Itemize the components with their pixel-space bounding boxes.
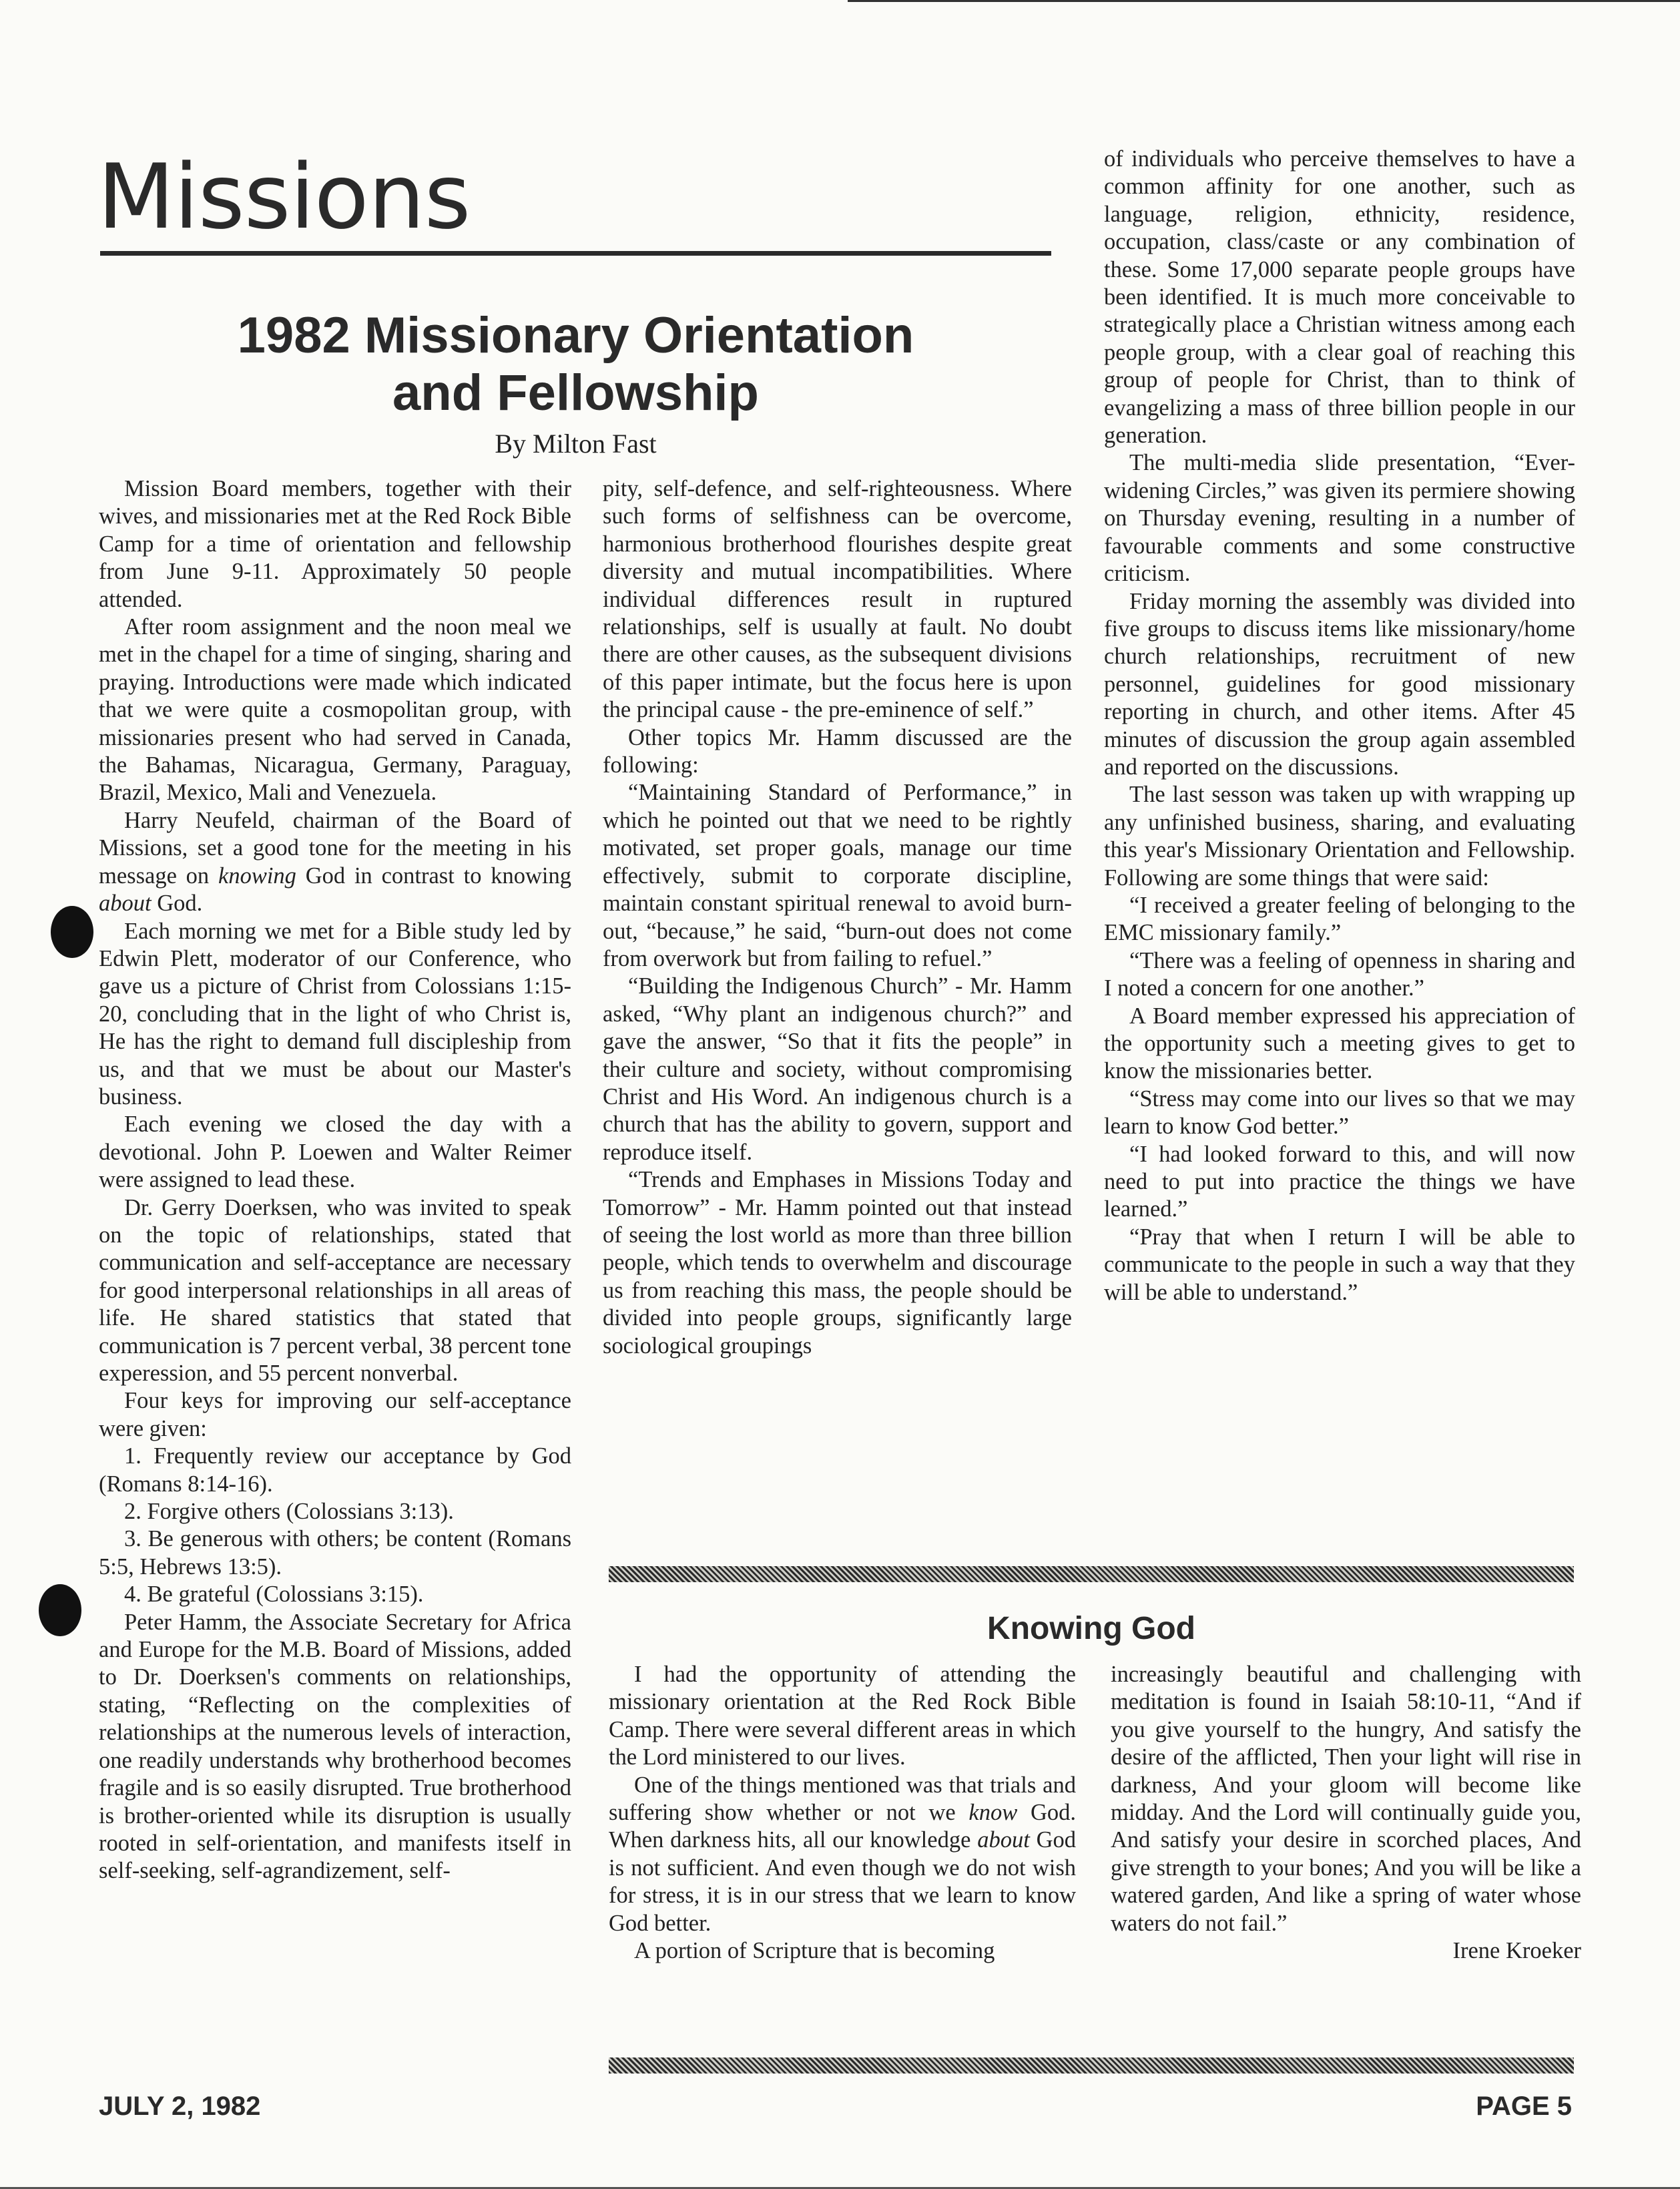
footer-page-number: PAGE 5 (1476, 2092, 1572, 2121)
author-signature: Irene Kroeker (1452, 1938, 1581, 1964)
sidebar-top-rule (609, 1566, 1574, 1582)
quote: “Stress may come into our lives so that we may learn to know God better.” (1104, 1085, 1575, 1140)
paragraph: increasingly beautiful and challenging with meditation is found in Isaiah 58:10-11, “And if you give yourself to the hungry, And satisfy the desire of the afflicted, Then your light will rise in darkness, And your gloom will become like midday. And the Lord will continually guide you, And satisfy your desire in scorched places, And give strength to your bones; And you will be like a watered garden, And like a spring of water whose waters do not fail.” (1111, 1662, 1581, 1936)
paragraph: I had the opportunity of attending the missionary orientation at the Red Rock Bible Camp. There were several different areas in which the Lord ministered to our lives. (609, 1662, 1076, 1770)
paragraph: Other topics Mr. Hamm discussed are the following: (603, 724, 1072, 778)
paragraph: Four keys for improving our self-acceptance were given: (99, 1388, 571, 1441)
emphasis: about (977, 1827, 1030, 1853)
byline: By Milton Fast (495, 429, 657, 459)
paragraph: Peter Hamm, the Associate Secretary for Africa and Europe for the M.B. Board of Missions, added to Dr. Doerksen's comments on relationships, stating, “Reflecting on the complexities of relationships at the numerous levels of interaction, one readily understands why brotherhood becomes fragile and is so easily disrupted. True brotherhood is brother-oriented while its disruption is usually rooted in self-orientation, and manifests itself in self-seeking, self-agrandizement, self- (99, 1609, 571, 1884)
paragraph: The multi-media slide presentation, “Ever-widening Circles,” was given its permiere showing on Thursday evening, resulting in a number of favourable comments and some constructive criticism. (1104, 450, 1575, 587)
list-item: 4. Be grateful (Colossians 3:15). (124, 1582, 424, 1608)
article-column-1 (99, 475, 571, 1885)
list-item: 1. Frequently review our acceptance by God (Romans 8:14-16). (99, 1443, 571, 1497)
sidebar-column-1 (609, 1661, 1076, 1965)
emphasis: knowing (218, 863, 296, 889)
paragraph: After room assignment and the noon meal we met in the chapel for a time of singing, sharing and praying. Introductions were made which indicated that we were quite a cosmopolitan group, with missionaries present who had served in Canada, the Bahamas, Nicaragua, Germany, Paraguay, Brazil, Mexico, Mali and Venezuela. (99, 614, 571, 806)
paragraph: Each evening we closed the day with a devotional. John P. Loewen and Walter Reimer were assigned to lead these. (99, 1112, 571, 1193)
list-item: 2. Forgive others (Colossians 3:13). (124, 1499, 454, 1525)
quote: “Pray that when I return I will be able to communicate to the people in such a way that they will be able to understand.” (1104, 1224, 1575, 1305)
section-title: Missions (97, 145, 471, 249)
paragraph: “Building the Indigenous Church” - Mr. Hamm asked, “Why plant an indigenous church?” and gave the answer, “So that it fits the people” in their culture and society, without compromising Christ and His Word. An indigenous church is a church that has the ability to govern, support and reproduce itself. (603, 973, 1072, 1165)
article-headline (100, 307, 1051, 422)
footer-date: JULY 2, 1982 (99, 2092, 261, 2121)
paragraph: Harry Neufeld, chairman of the Board of Missions, set a good tone for the meeting in his message on knowing God in contrast to knowing about God. (99, 807, 571, 917)
headline-line-2: and Fellowship (392, 364, 759, 421)
binder-hole (51, 906, 93, 958)
scan-edge-top (848, 0, 1680, 2)
paragraph: “Maintaining Standard of Performance,” in which he pointed out that we need to be rightly motivated, set proper goals, manage our time effectively, submit to corporate discipline, maintain constant spiritual renewal to avoid burn-out, “because,” he said, “burn-out does not come from overwork but from failing to refuel.” (603, 780, 1072, 971)
quote: “I had looked forward to this, and will now need to put into practice the things we have learned.” (1104, 1141, 1575, 1222)
article-column-2 (603, 475, 1072, 1360)
sidebar-title: Knowing God (987, 1611, 1195, 1646)
paragraph: of individuals who perceive themselves to have a common affinity for one another, such as language, religion, ethnicity, residence, occupation, class/caste or any combination of these. Some 17,000 separate people groups have been identified. It is much more conceivable to strategically place a Christian witness among each people group, with a clear goal of reaching this group of people for Christ, than to think of evangelizing a mass of three billion people in our generation. (1104, 146, 1575, 449)
paragraph: Each morning we met for a Bible study led by Edwin Plett, moderator of our Conference, who gave us a picture of Christ from Colossians 1:15-20, concluding that in the light of who Christ is, He has the right to demand full discipleship from us, and that we must be about our Master's business. (99, 918, 571, 1110)
quote: “There was a feeling of openness in sharing and I noted a concern for one another.” (1104, 947, 1575, 1001)
paragraph: The last sesson was taken up with wrapping up any unfinished business, sharing, and evaluating this year's Missionary Orientation and Fellowship. Following are some things that were said: (1104, 782, 1575, 891)
title-rule (100, 251, 1051, 256)
article-column-3 (1104, 146, 1575, 1306)
paragraph: “Trends and Emphases in Missions Today and Tomorrow” - Mr. Hamm pointed out that instead of seeing the lost world as more than three billion people, which tends to overwhelm and discourage us from reaching this mass, the people should be divided into people groups, significantly large sociological groupings (603, 1167, 1072, 1359)
paragraph: pity, self-defence, and self-righteousness. Where such forms of selfishness can be overcome, harmonious brotherhood flourishes despite great diversity and mutual incompatibilities. Where individual differences result in ruptured relationships, self is usually at fault. No doubt there are other causes, as the subsequent divisions of this paper intimate, but the focus here is upon the principal cause - the pre-eminence of self.” (603, 476, 1072, 723)
binder-hole (39, 1584, 81, 1636)
paragraph: Dr. Gerry Doerksen, who was invited to speak on the topic of relationships, stated that communication and self-acceptance are necessary for good interpersonal relationships in all areas of life. He shared statistics that stated that communication is 7 percent verbal, 38 percent tone experession, and 55 percent nonverbal. (99, 1194, 571, 1386)
list-item: 3. Be generous with others; be content (Romans 5:5, Hebrews 13:5). (99, 1526, 571, 1579)
paragraph: One of the things mentioned was that trials and suffering show whether or not we know God. When darkness hits, all our knowledge about God is not sufficient. And even though we do not wish for stress, it is in our stress that we learn to know God better. (609, 1772, 1076, 1936)
paragraph: A portion of Scripture that is becoming (634, 1938, 995, 1964)
quote: “I received a greater feeling of belonging to the EMC missionary family.” (1104, 892, 1575, 946)
sidebar-column-2 (1111, 1661, 1581, 1965)
emphasis: about (99, 891, 152, 917)
sidebar-bottom-rule (609, 2057, 1574, 2074)
paragraph: Friday morning the assembly was divided into five groups to discuss items like missionary/home church relationships, recruitment of new personnel, guidelines for good missionary reporting in church, and other items. After 45 minutes of discussion the group again assembled and reported on the discussions. (1104, 588, 1575, 780)
paragraph: Mission Board members, together with their wives, and missionaries met at the Red Rock Bible Camp for a time of orientation and fellowship from June 9-11. Approximately 50 people attended. (99, 476, 571, 612)
headline-line-1: 1982 Missionary Orientation (237, 307, 914, 364)
emphasis: know (968, 1800, 1018, 1826)
paragraph: A Board member expressed his appreciation of the opportunity such a meeting gives to get to know the missionaries better. (1104, 1003, 1575, 1084)
